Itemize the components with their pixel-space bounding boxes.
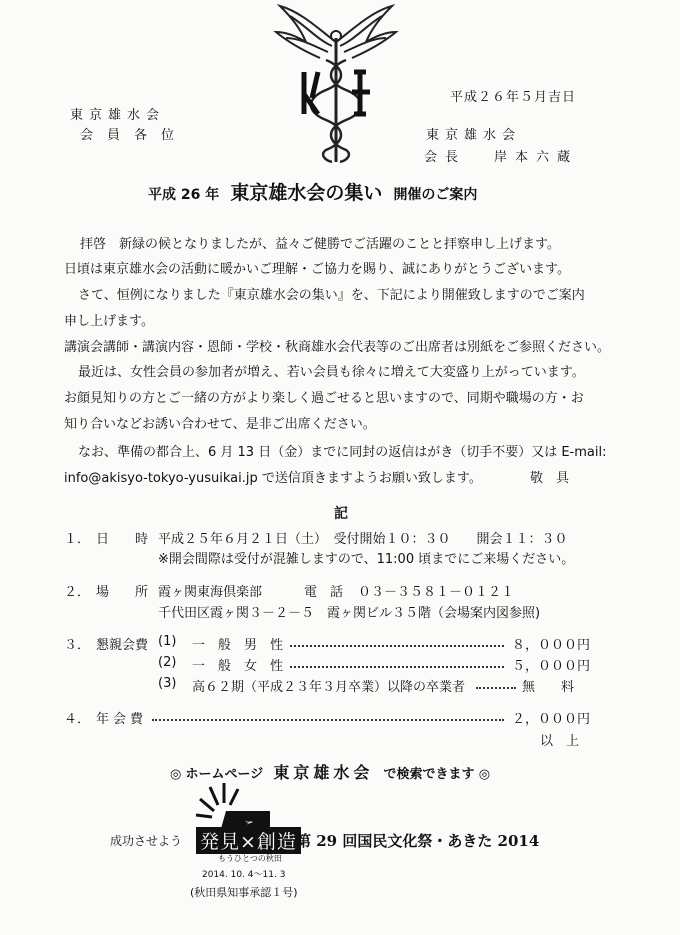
body-p5b: お顔見知りの方とご一緒の方がより楽しく過ごせると思いますので、同期や職場の方・お xyxy=(64,391,584,406)
sender-name: 岸本六蔵 xyxy=(494,150,579,165)
homepage-post: で検索できます xyxy=(383,767,475,782)
banner-dates: 2014. 10. 4～11. 3 xyxy=(202,870,286,880)
body-p1: 拝啓 新緑の候となりましたが、益々ご健勝でご活躍のことと拝察申し上げます。 xyxy=(80,237,560,252)
item-2-number: ２． xyxy=(64,585,91,600)
venue-address: 千代田区霞ヶ関３－２－５ 霞ヶ関ビル３５階（会場案内図参照) xyxy=(158,606,541,621)
homepage-name: 東京雄水会 xyxy=(273,763,374,782)
item-3-label: 懇親会費 xyxy=(96,638,149,653)
title-suffix: 開催のご案内 xyxy=(393,187,478,203)
annual-leader xyxy=(152,719,504,721)
fee-3-leader xyxy=(476,687,516,689)
fee-2-label: 一 般 女 性 xyxy=(192,659,284,674)
banner-pre: 成功させよう xyxy=(110,834,183,848)
annual-amount: ２，０００円 xyxy=(512,712,591,727)
closing-keigu: 敬 具 xyxy=(530,471,570,486)
fee-1-leader xyxy=(290,645,504,647)
ki-heading: 記 xyxy=(334,506,348,522)
item-2-label: 場 所 xyxy=(96,585,149,600)
letter-date: 平成２６年５月吉日 xyxy=(450,90,577,105)
fee-1-number: (1) xyxy=(158,634,177,649)
fee-2-amount: ５，０００円 xyxy=(512,659,591,674)
title-prefix: 平成 26 年 xyxy=(148,187,220,203)
body-p2: 日頃は東京雄水会の活動に暖かいご理解・ご協力を賜り、誠にありがとうございます。 xyxy=(64,262,570,277)
item-1-number: １． xyxy=(64,532,91,547)
body-p6b: info@akisyo-tokyo-yusuikai.jp で送信頂きますようお願い致します。 xyxy=(64,471,482,486)
tel-label: 電 話 xyxy=(304,585,344,600)
page-title xyxy=(148,178,477,205)
body-p3b: 申し上げます。 xyxy=(64,314,154,329)
item-3-number: ３． xyxy=(64,638,91,653)
tel-number: ０３－３５８１－０１２１ xyxy=(358,585,515,600)
event-datetime: 平成２５年６月２１日（土） 受付開始１０：３０ 開会１１：３０ xyxy=(158,532,568,547)
event-date-note: ※開会間際は受付が混雑しますので、11:00 頃までにご来場ください。 xyxy=(158,552,575,567)
fee-3-amount: 無 料 xyxy=(522,680,575,695)
fee-2-number: (2) xyxy=(158,655,177,670)
sender-org: 東京雄水会 xyxy=(426,128,522,143)
approval-note: (秋田県知事承認１号) xyxy=(190,886,298,899)
festival-banner xyxy=(110,775,580,885)
fee-3-number: (3) xyxy=(158,676,177,691)
recipient-members: 会員各位 xyxy=(80,128,189,143)
banner-logo: 発見×創造 xyxy=(196,827,301,854)
body-p5a: 最近は、女性会員の参加者が増え、若い会員も徐々に増えて大変盛り上がっています。 xyxy=(78,365,585,380)
item-4-label: 年会費 xyxy=(96,712,148,727)
fee-1-label: 一 般 男 性 xyxy=(192,638,284,653)
fee-1-amount: ８，０００円 xyxy=(512,638,591,653)
sender-title: 会長 xyxy=(424,150,467,165)
recipient-org: 東京雄水会 xyxy=(70,108,166,123)
venue-name: 霞ヶ関東海倶楽部 xyxy=(158,585,263,600)
logo-emblem-icon xyxy=(262,2,410,172)
fee-2-leader xyxy=(290,666,504,668)
item-1-label: 日 時 xyxy=(96,532,149,547)
banner-logo-sub: もうひとつの秋田 xyxy=(218,854,282,863)
banner-title: 第 29 回国民文化祭・あきた 2014 xyxy=(296,832,540,850)
body-p5c: 知り合いなどお誘い合わせて、是非ご出席ください。 xyxy=(64,417,376,432)
fee-3-label: 高６２期（平成２３年３月卒業）以降の卒業者 xyxy=(192,680,466,695)
body-p3a: さて、恒例になりました『東京雄水会の集い』を、下記により開催致しますのでご案内 xyxy=(78,288,585,303)
homepage-mark-icon: ◎ xyxy=(170,767,182,782)
title-main: 東京雄水会の集い xyxy=(230,182,383,204)
homepage-pre: ホームページ xyxy=(185,767,264,782)
homepage-mark-icon-2: ◎ xyxy=(478,767,491,782)
ijo-closing: 以 上 xyxy=(540,734,580,749)
item-4-number: ４． xyxy=(64,712,91,727)
body-p6a: なお、準備の都合上、6 月 13 日（金）までに同封の返信はがき（切手不要）又は E-mail: xyxy=(78,445,607,460)
body-p4: 講演会講師・講演内容・恩師・学校・秋商雄水会代表等のご出席者は別紙をご参照ください。 xyxy=(64,340,611,355)
